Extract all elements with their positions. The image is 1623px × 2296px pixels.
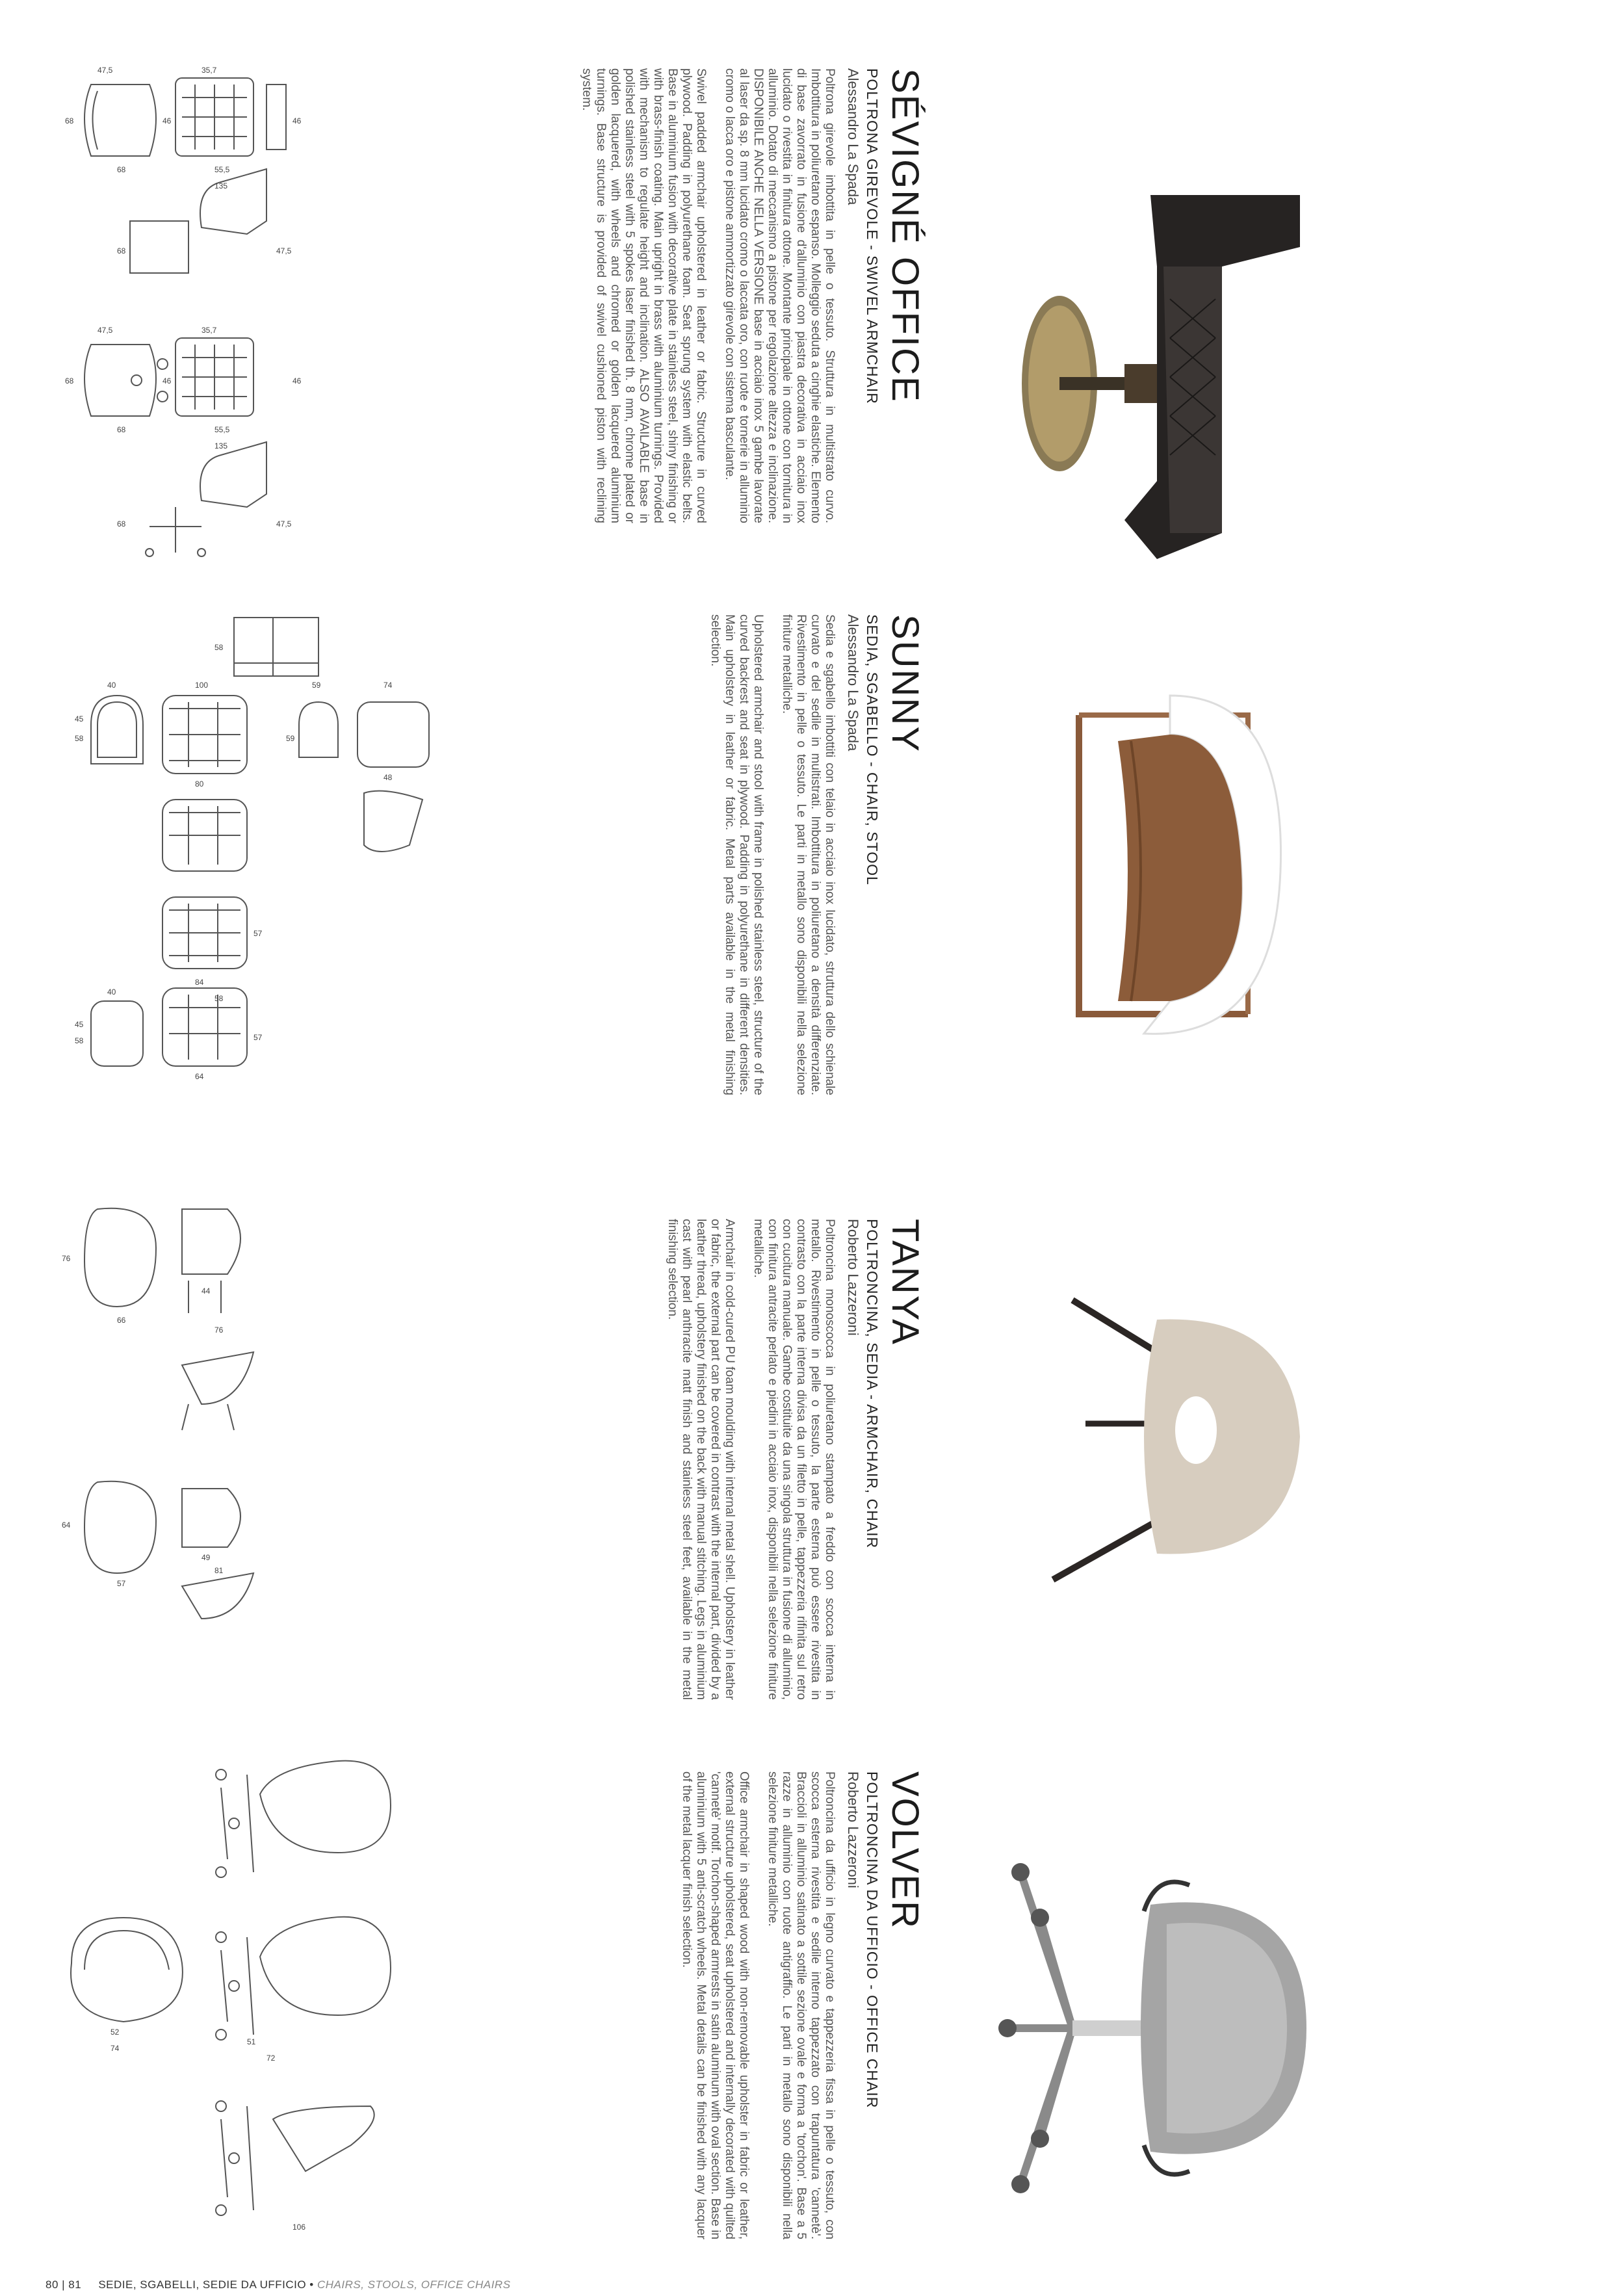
page-numbers: 80 | 81 [45, 2278, 82, 2291]
product-designer: Roberto Lazzeroni [845, 1771, 861, 1888]
dim: 47,5 [97, 66, 113, 75]
product-tanya [651, 1219, 926, 1700]
section-title-it: SEDIE, SGABELLI, SEDIE DA UFFICIO [98, 2278, 307, 2291]
sevigne-office-photo [962, 169, 1326, 585]
product-subtitle: POLTRONCINA, SEDIA - ARMCHAIR, CHAIR [864, 1219, 881, 1549]
dim: 46 [162, 116, 172, 125]
product-title: SÉVIGNÉ OFFICE [884, 68, 926, 403]
product-sunny [694, 614, 926, 1095]
description-it: Poltrona girevole imbottita in pelle o tessuto. Struttura in multistrato curvo. Imbottitura in poliuretano espanso. Molleggio seduta a cinghie elastiche. Elemento di base zavorrato in fusione d'alluminio con piastra decorativa in acciaio inox lucidato o rivestita in finitura ottone. Montante principale in ottone con tornitura in alluminio. Dotato di meccanismo a pistone per regolazione altezza e inclinazione. DISPONIBILE ANCHE NELLA VERSIONE base in acciaio inox 5 gambe lavorate al laser da sp. 8 mm lucidato cromo o laccata oro, con ruote e tornerie in alluminio cromo o lacca oro e pistone ammortizzato girevole con sistema basculante. [723, 68, 837, 523]
product-designer: Roberto Lazzeroni [845, 1219, 861, 1336]
product-title: SUNNY [884, 614, 926, 753]
dim: 68 [117, 425, 126, 434]
dim: 68 [117, 165, 126, 174]
dim: 59 [312, 681, 321, 690]
dim: 74 [110, 2044, 120, 2053]
dim: 47,5 [276, 246, 292, 255]
product-title: VOLVER [884, 1771, 926, 1930]
product-title: TANYA [884, 1219, 926, 1346]
dim: 76 [62, 1254, 71, 1263]
dim: 68 [117, 246, 126, 255]
dim: 58 [75, 734, 84, 743]
product-subtitle: POLTRONCINA DA UFFICIO - OFFICE CHAIR [864, 1771, 881, 2109]
tanya-photo [988, 1274, 1326, 1599]
tanya-technical-drawings [58, 1196, 279, 1638]
product-sevigne-office [565, 68, 926, 523]
dim: 74 [383, 681, 393, 690]
dim: 68 [65, 116, 74, 125]
dim: 84 [195, 978, 204, 987]
dim: 44 [201, 1286, 211, 1296]
footer-separator: • [306, 2278, 317, 2291]
dim: 68 [117, 519, 126, 528]
dim: 59 [286, 734, 295, 743]
dim: 64 [195, 1072, 204, 1081]
dim: 100 [195, 681, 209, 690]
section-title-en: CHAIRS, STOOLS, OFFICE CHAIRS [317, 2278, 511, 2291]
dim: 40 [107, 681, 116, 690]
dim: 48 [383, 773, 393, 782]
description-en: Swivel padded armchair upholstered in leather or fabric. Structure in curved plywood. Padding in polyurethane foam. Seat sprung system with elastic belts. Base in aluminium fusion with decorative plate in stainless steel, shiny finishing or with brass-finish coating. Main upright in brass with aluminium turnings. Provided with mechanism to regulate height and inclination. ALSO AVAILABLE base in polished stainless steel with 5 spokes laser finished th. 8 mm, chrome plated or golden lacquered, with wheels and chromed or golden lacquered aluminium turnings. Base structure is provided of swivel cushioned piston with reclining system. [580, 68, 708, 523]
product-designer: Alessandro La Spada [845, 614, 861, 751]
dim: 58 [214, 994, 224, 1003]
description-it: Sedia e sgabello imbottiti con telaio in acciaio inox lucidato, struttura dello schienale curvato e del sedile in multistrati. Imbottitura in poliuretano a densità differenziate. Rivestimento in pelle o tessuto. Le parti in metallo sono disponibili nella selezione finiture metalliche. [780, 614, 837, 1095]
dim: 66 [117, 1316, 126, 1325]
dim: 58 [75, 1036, 84, 1045]
description-it: Poltroncina monoscocca in poliuretano stampato a freddo con scocca interna in metallo. Rivestimento in pelle o tessuto, la parte esterna può essere rivestita in contrasto con la parte interna divisa da un filetto in pelle, tappezzeria rifinita sul retro con cucitura manuale. Gambe costituite da una singola struttura in fusione di alluminio, con finitura antracite perlato e piedini in acciaio inox, disponibili nella selezione finiture metalliche. [751, 1219, 837, 1700]
dim: 106 [292, 2223, 306, 2232]
sunny-technical-drawings [71, 611, 461, 1092]
description-it: Poltroncina da ufficio in legno curvato e tappezzeria fissa in pelle o tessuto, con scocca esterna rivestita e sedile interno tappezzato con trapuntatura 'cannetè'. Braccioli in alluminio satinato a sottile sezione ovale e forma a 'torchon'. Base a 5 razze in alluminio con ruote antigraffio. Le parti in metallo sono disponibili nella selezione finiture metalliche. [766, 1771, 837, 2239]
page-footer [45, 2278, 511, 2291]
dim: 45 [75, 714, 84, 724]
dim: 51 [247, 2037, 256, 2046]
dim: 35,7 [201, 326, 217, 335]
description-en: Office armchair in shaped wood with non-removable upholster in fabric or leather, external structure upholstered, seat upholstered and internally decorated with quilted 'cannetè' motif. Torchon-shaped armrests in satin aluminum with oval section. Base in aluminium with 5 anti-scratch wheels. Metal details can be finished with any lacquer of the metal lacquer finish selection. [680, 1771, 751, 2239]
dim: 135 [214, 441, 228, 450]
product-designer: Alessandro La Spada [845, 68, 861, 205]
dim: 80 [195, 779, 204, 789]
dim: 47,5 [276, 519, 292, 528]
dim: 47,5 [97, 326, 113, 335]
product-subtitle: POLTRONA GIREVOLE - SWIVEL ARMCHAIR [864, 68, 881, 404]
dim: 135 [214, 181, 228, 190]
dim: 35,7 [201, 66, 217, 75]
dim: 55,5 [214, 425, 230, 434]
dim: 55,5 [214, 165, 230, 174]
volver-technical-drawings [58, 1755, 422, 2249]
dim: 46 [292, 376, 302, 385]
dim: 76 [214, 1325, 224, 1335]
dim: 57 [253, 929, 263, 938]
description-en: Armchair in cold-cured PU foam moulding with internal metal shell. Upholstery in leather or fabric, the external part can be covered in contrast with the internal part, divided by a leather thread, upholstery finished on the back with manual stitching. Legs in aluminium cast with pearl anthracite matt finish and stainless steel feet, available in the metal finishing selection. [666, 1219, 736, 1700]
sunny-photo [975, 676, 1326, 1066]
sevigne-office-technical-drawings [52, 59, 325, 566]
product-volver [665, 1771, 926, 2239]
dim: 64 [62, 1520, 71, 1530]
dim: 46 [292, 116, 302, 125]
dim: 81 [214, 1566, 224, 1575]
dim: 68 [65, 376, 74, 385]
dim: 58 [214, 643, 224, 652]
dim: 40 [107, 987, 116, 997]
dim: 72 [266, 2054, 276, 2063]
dim: 57 [253, 1033, 263, 1042]
dim: 46 [162, 376, 172, 385]
dim: 49 [201, 1553, 211, 1562]
dim: 45 [75, 1020, 84, 1029]
dim: 52 [110, 2028, 120, 2037]
product-subtitle: SEDIA, SGABELLO - CHAIR, STOOL [864, 614, 881, 885]
description-en: Upholstered armchair and stool with frame in polished stainless steel, structure of the curved backrest and seat in plywood. Padding in polyurethane in different densities. Main upholstery in leather or fabric. Metal parts available in the metal finishing selection. [708, 614, 765, 1095]
volver-photo [994, 1833, 1326, 2223]
dim: 57 [117, 1579, 126, 1588]
